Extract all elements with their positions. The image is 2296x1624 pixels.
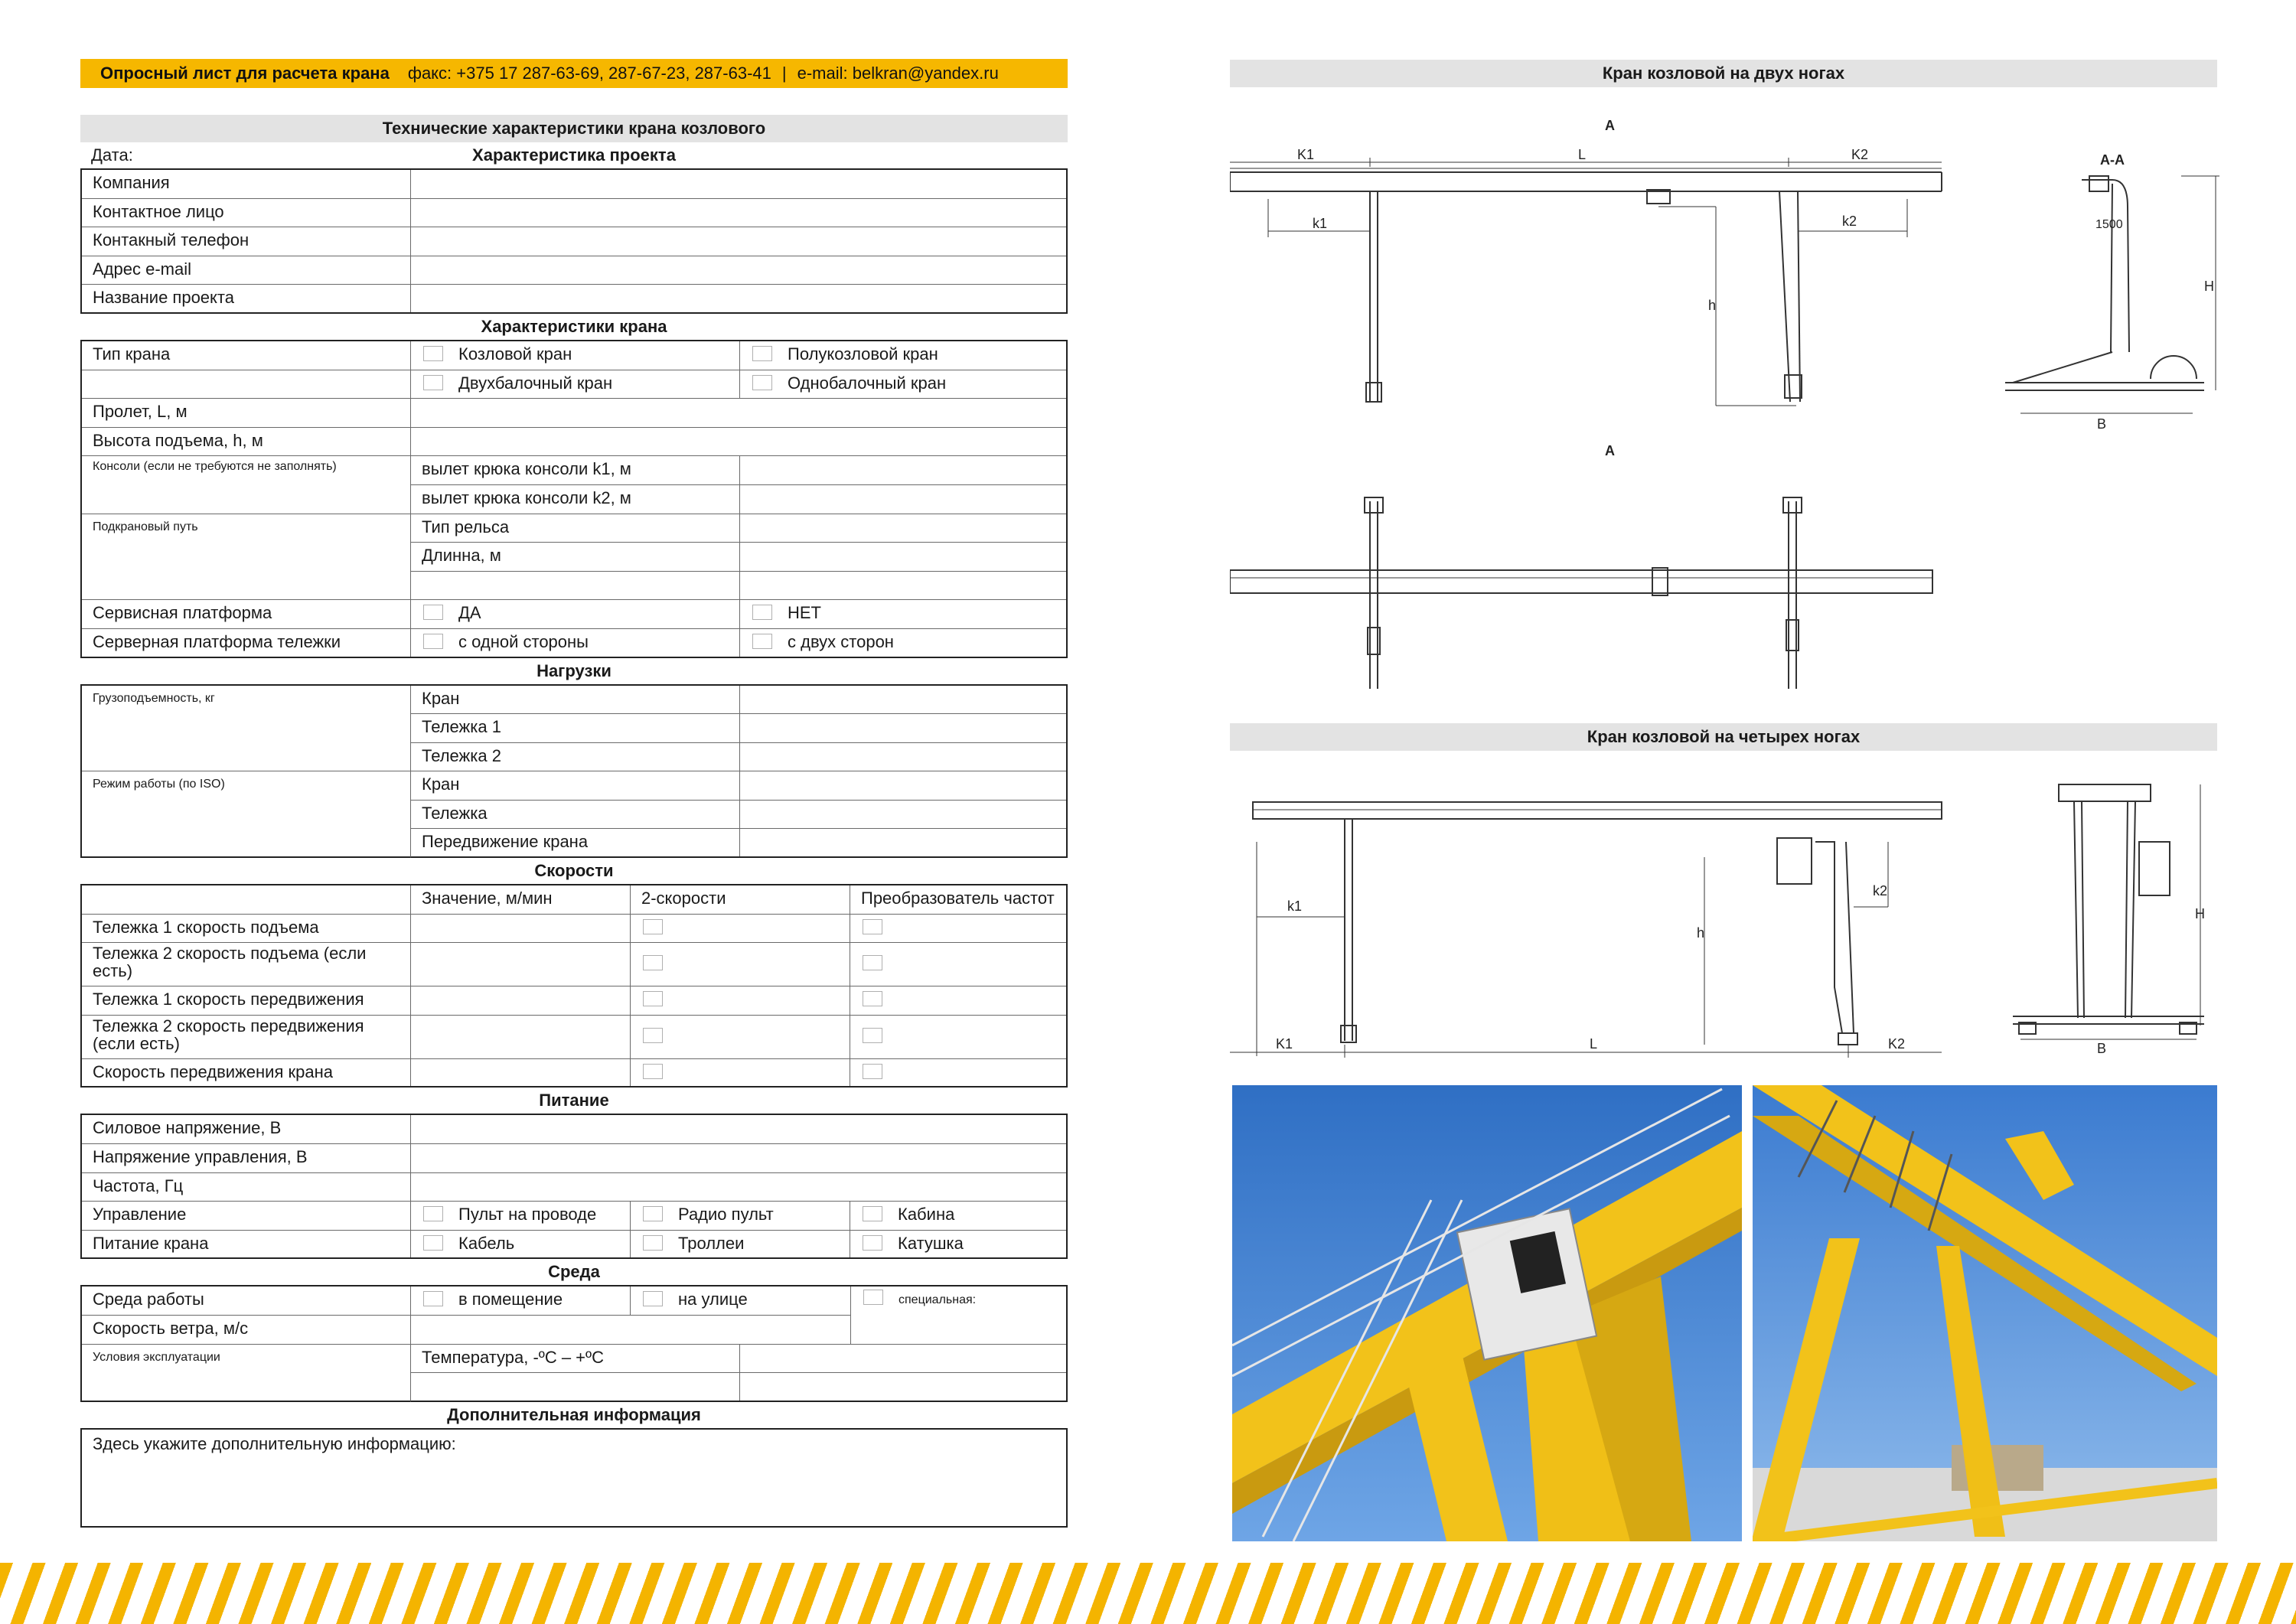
dim-H-4: H [2195,906,2205,921]
speeds-block [80,884,1068,1088]
crane-block [80,340,1068,658]
checkbox[interactable] [643,1235,663,1251]
checkbox[interactable] [423,346,443,361]
project-row [82,227,1066,256]
banner-separator: | [781,64,787,83]
rail-length-input[interactable] [740,543,1066,571]
checkbox[interactable] [863,1290,883,1305]
checkbox[interactable] [752,375,772,390]
speed-row-label: Тележка 2 скорость передвижения (если есть) [82,1016,411,1058]
speed-row-label: Тележка 1 скорость передвижения [82,986,411,1015]
control-voltage-input[interactable] [411,1144,1066,1172]
checkbox[interactable] [863,1235,882,1251]
rail-length-label: Длинна, м [411,543,740,571]
conditions-extra-input[interactable] [740,1373,1066,1401]
crane-type-row [82,370,1066,399]
banner-title: Опросный лист для расчета крана [100,64,390,83]
power-voltage-input[interactable] [411,1115,1066,1143]
control-voltage-label: Напряжение управления, В [82,1144,411,1172]
mode-travel-input[interactable] [740,829,1066,856]
speed-row-label: Тележка 2 скорость подъема (если есть) [82,943,411,986]
option-yes[interactable]: ДА [411,600,740,628]
dim-K1-4: K1 [1276,1036,1293,1052]
checkbox[interactable] [752,634,772,649]
project-row-label: Контактное лицо [82,199,411,227]
height-input[interactable] [411,428,1066,456]
speed-value-input[interactable] [411,1059,631,1087]
checkbox[interactable] [863,991,882,1006]
mode-crane-input[interactable] [740,771,1066,800]
crane-type-label: Тип крана [82,341,411,370]
mode-trolley-input[interactable] [740,801,1066,829]
console-k2-input[interactable] [740,485,1066,514]
crane-type-row [82,341,1066,370]
speed-row [82,986,1066,1016]
loads-block [80,684,1068,859]
section-mark-A: A [1605,118,1615,133]
frequency-input[interactable] [411,1173,1066,1202]
checkbox[interactable] [863,1064,882,1079]
speed-row-label: Скорость передвижения крана [82,1059,411,1087]
console-k2-label: вылет крюка консоли k2, м [411,485,740,514]
four-legs-side-drawing [1230,781,1965,1064]
option-reel[interactable]: Катушка [850,1231,1066,1258]
dim-B: B [2097,416,2107,432]
work-env-label: Среда работы [82,1286,411,1315]
col-two-speed: 2-скорости [631,885,850,914]
height-row [82,428,1066,457]
supply-row [82,1231,1066,1260]
banner-email[interactable]: e-mail: belkran@yandex.ru [797,64,999,83]
option-trolley[interactable]: Троллеи [631,1231,850,1258]
project-heading: Характеристика проекта [472,145,676,165]
power-voltage-label: Силовое напряжение, В [82,1115,411,1143]
span-label: Пролет, L, м [82,399,411,427]
capacity-trolley1-input[interactable] [740,714,1066,742]
checkbox[interactable] [643,1291,663,1306]
contact-phone-input[interactable] [411,227,1066,256]
dim-H: H [2204,279,2214,294]
rail-type-input[interactable] [740,514,1066,543]
project-row-label: Контакный телефон [82,227,411,256]
console-k1-label: вылет крюка консоли k1, м [411,456,740,484]
date-label: Дата: [91,145,133,165]
form-main-title: Технические характеристики крана козлового [80,115,1068,142]
trolley-platform-row [82,629,1066,658]
option-two-sides[interactable]: с двух сторон [740,629,1066,657]
checkbox[interactable] [863,1206,882,1221]
span-input[interactable] [411,399,1066,427]
dim-B-4: B [2097,1041,2107,1056]
checkbox[interactable] [863,955,882,970]
wind-input[interactable] [411,1316,850,1344]
mode-crane-label: Кран [411,771,740,800]
environment-heading: Среда [548,1262,600,1282]
additional-heading: Дополнительная информация [447,1404,701,1424]
option-pendant[interactable]: Пульт на проводе [411,1202,631,1230]
service-platform-row [82,600,1066,629]
col-inverter: Преобразователь частот [861,889,1055,908]
project-row [82,199,1066,228]
speed-row [82,915,1066,944]
project-row [82,285,1066,314]
capacity-trolley2-input[interactable] [740,743,1066,771]
span-row [82,399,1066,428]
speeds-header-row [82,885,1066,915]
option-special[interactable]: специальная: [850,1286,1066,1344]
option-semi-gantry[interactable]: Полукозловой кран [740,341,1066,370]
two-legs-section-drawing [1998,145,2219,436]
work-env-row [82,1286,850,1316]
checkbox[interactable] [863,1028,882,1043]
capacity-crane-label: Кран [411,686,740,714]
crane-photo-cabin [1232,1085,1742,1541]
col-value: Значение, м/мин [411,885,631,914]
environment-block [80,1285,1068,1401]
frequency-label: Частота, Гц [82,1173,411,1202]
temperature-input[interactable] [740,1345,1066,1373]
section-mark-A-top: A [1605,443,1615,458]
checkbox[interactable] [643,1064,663,1079]
speeds-heading: Скорости [534,861,614,881]
capacity-label: Грузоподъемность, кг [82,686,411,772]
dim-K2: K2 [1851,147,1869,162]
loads-heading: Нагрузки [536,660,612,680]
dim-L: L [1578,147,1587,162]
mode-label: Режим работы (по ISO) [82,771,411,858]
option-no[interactable]: НЕТ [740,600,1066,628]
option-one-side[interactable]: с одной стороны [411,629,740,657]
checkbox[interactable] [643,991,663,1006]
rail-type-label: Тип рельса [411,514,740,543]
project-row-label: Компания [82,170,411,198]
option-gantry[interactable]: Козловой кран [411,341,740,370]
project-row-label: Адрес e-mail [82,256,411,285]
option-indoor[interactable]: в помещение [411,1286,631,1315]
console-k1-input[interactable] [740,456,1066,484]
company-input[interactable] [411,170,1066,198]
power-block [80,1114,1068,1259]
supply-label: Питание крана [82,1231,411,1258]
speed-row [82,1016,1066,1059]
checkbox[interactable] [423,1291,443,1306]
capacity-trolley2-label: Тележка 2 [411,743,740,771]
banner-fax: факс: +375 17 287-63-69, 287-67-23, 287-63-41 [407,64,771,83]
project-row-label: Название проекта [82,285,411,312]
dim-k2-4: k2 [1873,883,1888,898]
trolley-platform-label: Серверная платформа тележки [82,629,411,657]
checkbox[interactable] [423,1235,443,1251]
email-input[interactable] [411,256,1066,285]
speed-value-input[interactable] [411,915,631,943]
power-heading: Питание [539,1091,609,1110]
checkbox[interactable] [423,634,443,649]
crane-photo-gantry [1753,1085,2217,1541]
rail-extra-input[interactable] [740,572,1066,600]
additional-info-placeholder: Здесь укажите дополнительную информацию: [93,1433,456,1453]
option-cable[interactable]: Кабель [411,1231,631,1258]
dim-1500: 1500 [2095,218,2123,231]
service-label: Сервисная платформа [82,600,411,628]
bottom-hazard-stripes [0,1563,2296,1624]
speed-row [82,943,1066,986]
option-single-girder[interactable]: Однобалочный кран [740,370,1066,399]
section-label-AA: A-A [2100,152,2125,168]
two-legs-top-drawing [1230,436,1942,696]
checkbox[interactable] [863,919,882,934]
consoles-label: Консоли (если не требуются не заполнять) [82,456,411,514]
additional-info-textarea[interactable] [80,1428,1068,1528]
checkbox[interactable] [752,605,772,620]
conditions-label: Условия эксплуатации [82,1345,411,1402]
checkbox[interactable] [423,605,443,620]
four-legs-end-drawing [2005,773,2219,1064]
project-name-input[interactable] [411,285,1066,312]
control-row [82,1202,1066,1231]
project-heading-row [80,142,1068,168]
dim-K1: K1 [1297,147,1315,162]
mode-travel-label: Передвижение крана [411,829,740,856]
project-row [82,170,1066,199]
speed-value-input[interactable] [411,943,631,986]
checkbox[interactable] [643,1206,663,1221]
two-legs-title: Кран козловой на двух ногах [1230,60,2217,87]
capacity-crane-input[interactable] [740,686,1066,714]
project-row [82,256,1066,285]
four-legs-title: Кран козловой на четырех ногах [1230,723,2217,751]
crane-heading: Характеристики крана [481,316,667,336]
wind-label: Скорость ветра, м/с [82,1316,411,1344]
dim-h-4: h [1697,925,1705,941]
capacity-trolley1-label: Тележка 1 [411,714,740,742]
dim-k2: k2 [1842,214,1857,229]
rail-label: Подкрановый путь [82,514,411,601]
speed-row-label: Тележка 1 скорость подъема [82,915,411,943]
option-radio[interactable]: Радио пульт [631,1202,850,1230]
project-block [80,168,1068,314]
option-double-girder[interactable]: Двухбалочный кран [411,370,740,399]
header-banner [80,59,1068,88]
speed-value-input[interactable] [411,986,631,1015]
questionnaire-form [80,115,1068,1528]
checkbox[interactable] [643,1028,663,1043]
option-outdoor[interactable]: на улице [631,1286,850,1315]
dim-h: h [1708,298,1717,313]
temperature-label: Температура, -ºC – +ºC [411,1345,740,1373]
checkbox[interactable] [423,1206,443,1221]
two-legs-side-drawing [1230,107,1965,413]
dim-k1: k1 [1313,216,1328,231]
wind-row [82,1316,850,1345]
checkbox[interactable] [423,375,443,390]
rail-group [82,514,1066,601]
dim-k1-4: k1 [1287,898,1303,914]
checkbox[interactable] [643,919,663,934]
consoles-group [82,456,1066,514]
option-cabin[interactable]: Кабина [850,1202,1066,1230]
speed-value-input[interactable] [411,1016,631,1058]
control-label: Управление [82,1202,411,1230]
contact-person-input[interactable] [411,199,1066,227]
dim-L-4: L [1590,1036,1598,1052]
mode-trolley-label: Тележка [411,801,740,829]
speed-row [82,1059,1066,1088]
dim-K2-4: K2 [1888,1036,1906,1052]
checkbox[interactable] [752,346,772,361]
checkbox[interactable] [643,955,663,970]
height-label: Высота подъема, h, м [82,428,411,456]
